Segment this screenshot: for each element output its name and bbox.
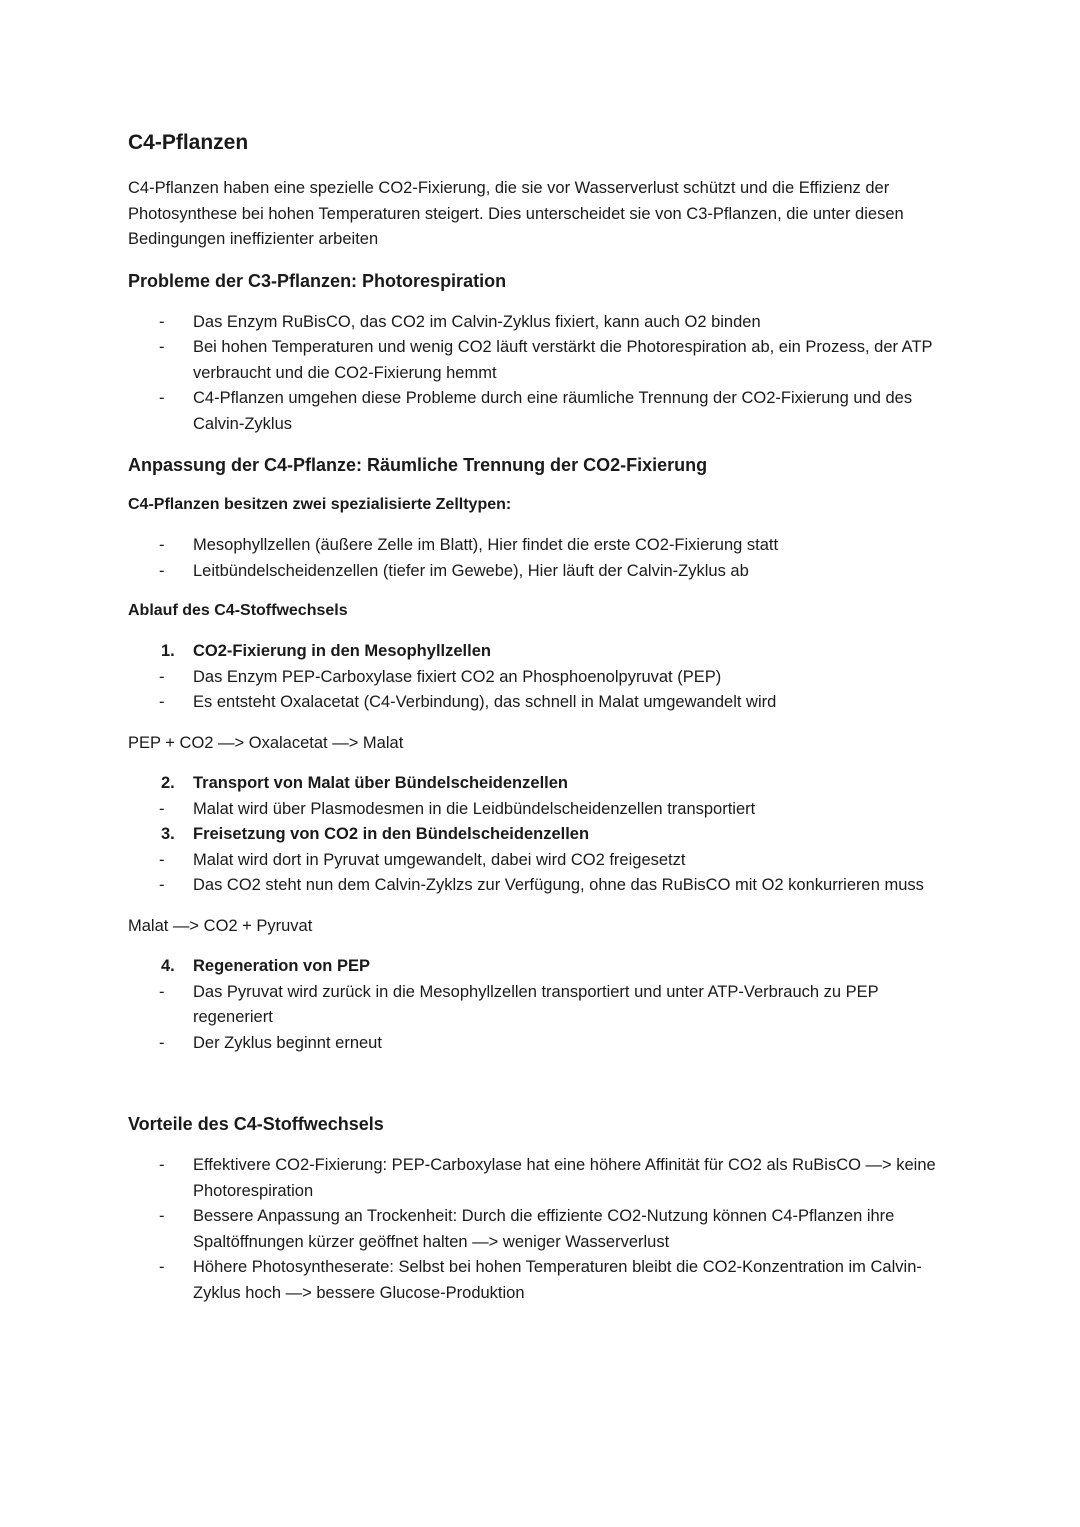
list-item: - Bei hohen Temperaturen und wenig CO2 läuft verstärkt die Photorespiration ab, ein Prozess, der ATP verbraucht und die CO2-Fixierung hemmt bbox=[128, 335, 958, 386]
bullet-marker: - bbox=[159, 1156, 165, 1174]
section-heading-advantages: Vorteile des C4-Stoffwechsels bbox=[128, 1114, 384, 1134]
bullet-marker: - bbox=[159, 693, 165, 711]
step1-list bbox=[128, 639, 958, 716]
step-number: 4. bbox=[161, 957, 175, 975]
step-number: 2. bbox=[161, 774, 175, 792]
bullet-marker: - bbox=[159, 1207, 165, 1225]
list-item: - Es entsteht Oxalacetat (C4-Verbindung), das schnell in Malat umgewandelt wird bbox=[128, 690, 958, 716]
step-title: 2. Transport von Malat über Bündelscheidenzellen bbox=[128, 771, 958, 797]
bullet-marker: - bbox=[159, 561, 165, 580]
bullet-marker: - bbox=[159, 799, 165, 818]
list-item: - Der Zyklus beginnt erneut bbox=[128, 1031, 958, 1057]
photorespiration-list bbox=[128, 310, 958, 438]
page-title: C4-Pflanzen bbox=[128, 131, 249, 154]
step-title: 3. Freisetzung von CO2 in den Bündelscheidenzellen bbox=[128, 822, 958, 848]
list-item: - Das Enzym RuBisCO, das CO2 im Calvin-Zyklus fixiert, kann auch O2 binden bbox=[128, 310, 958, 336]
bullet-marker: - bbox=[159, 338, 165, 356]
equation-pep-to-malat: PEP + CO2 —> Oxalacetat —> Malat bbox=[128, 733, 404, 752]
bullet-marker: - bbox=[159, 1258, 165, 1276]
step2-3-list bbox=[128, 771, 958, 899]
bullet-marker: - bbox=[159, 850, 165, 869]
list-item: - Mesophyllzellen (äußere Zelle im Blatt), Hier findet die erste CO2-Fixierung statt bbox=[128, 533, 958, 559]
list-item: - Das CO2 steht nun dem Calvin-Zyklzs zur Verfügung, ohne das RuBisCO mit O2 konkurrieren muss bbox=[128, 873, 958, 899]
list-item: - Leitbündelscheidenzellen (tiefer im Gewebe), Hier läuft der Calvin-Zyklus ab bbox=[128, 559, 958, 585]
list-item: - Malat wird über Plasmodesmen in die Leidbündelscheidenzellen transportiert bbox=[128, 797, 958, 823]
step4-list bbox=[128, 954, 958, 1056]
list-item: - Malat wird dort in Pyruvat umgewandelt, dabei wird CO2 freigesetzt bbox=[128, 848, 958, 874]
cell-types-list bbox=[128, 533, 958, 584]
subheading-cell-types: C4-Pflanzen besitzen zwei spezialisierte Zelltypen: bbox=[128, 496, 512, 513]
list-item: - Das Enzym PEP-Carboxylase fixiert CO2 an Phosphoenolpyruvat (PEP) bbox=[128, 665, 958, 691]
step-number: 3. bbox=[161, 825, 175, 843]
equation-malat-to-pyruvat: Malat —> CO2 + Pyruvat bbox=[128, 916, 313, 935]
bullet-marker: - bbox=[159, 389, 165, 407]
list-item: - Bessere Anpassung an Trockenheit: Durch die effiziente CO2-Nutzung können C4-Pflanzen ihre Spaltöffnungen kürzer geöffnet halten —> weniger Wasserverlust bbox=[128, 1204, 958, 1255]
section-heading-process: Ablauf des C4-Stoffwechsels bbox=[128, 602, 348, 619]
list-item: - Das Pyruvat wird zurück in die Mesophyllzellen transportiert und unter ATP-Verbrauch zu PEP regeneriert bbox=[128, 980, 958, 1031]
list-item: - C4-Pflanzen umgehen diese Probleme durch eine räumliche Trennung der CO2-Fixierung und des Calvin-Zyklus bbox=[128, 386, 958, 437]
advantages-list bbox=[128, 1153, 958, 1306]
bullet-marker: - bbox=[159, 536, 165, 554]
section-heading-adaptation: Anpassung der C4-Pflanze: Räumliche Trennung der CO2-Fixierung bbox=[128, 455, 708, 475]
list-item: - Effektivere CO2-Fixierung: PEP-Carboxylase hat eine höhere Affinität für CO2 als RuBisCO —> keine Photorespiration bbox=[128, 1153, 958, 1204]
bullet-marker: - bbox=[159, 876, 165, 894]
bullet-marker: - bbox=[159, 667, 165, 686]
section-heading-photorespiration: Probleme der C3-Pflanzen: Photorespiration bbox=[128, 270, 507, 291]
step-title: 4. Regeneration von PEP bbox=[128, 954, 958, 980]
intro-paragraph: C4-Pflanzen haben eine spezielle CO2-Fixierung, die sie vor Wasserverlust schützt und die Effizienz der Photosynthese bei hohen Temperaturen steigert. Dies unterscheidet sie von C3-Pflanzen, die unter diesen Bedingungen ineffizienter arbeiten bbox=[128, 179, 904, 248]
document-page bbox=[128, 128, 958, 1306]
step-title: 1. CO2-Fixierung in den Mesophyllzellen bbox=[128, 639, 958, 665]
list-item: - Höhere Photosyntheserate: Selbst bei hohen Temperaturen bleibt die CO2-Konzentration im Calvin-Zyklus hoch —> bessere Glucose-Produktion bbox=[128, 1255, 958, 1306]
bullet-marker: - bbox=[159, 312, 165, 331]
bullet-marker: - bbox=[159, 1033, 165, 1052]
bullet-marker: - bbox=[159, 982, 165, 1001]
step-number: 1. bbox=[161, 642, 175, 660]
